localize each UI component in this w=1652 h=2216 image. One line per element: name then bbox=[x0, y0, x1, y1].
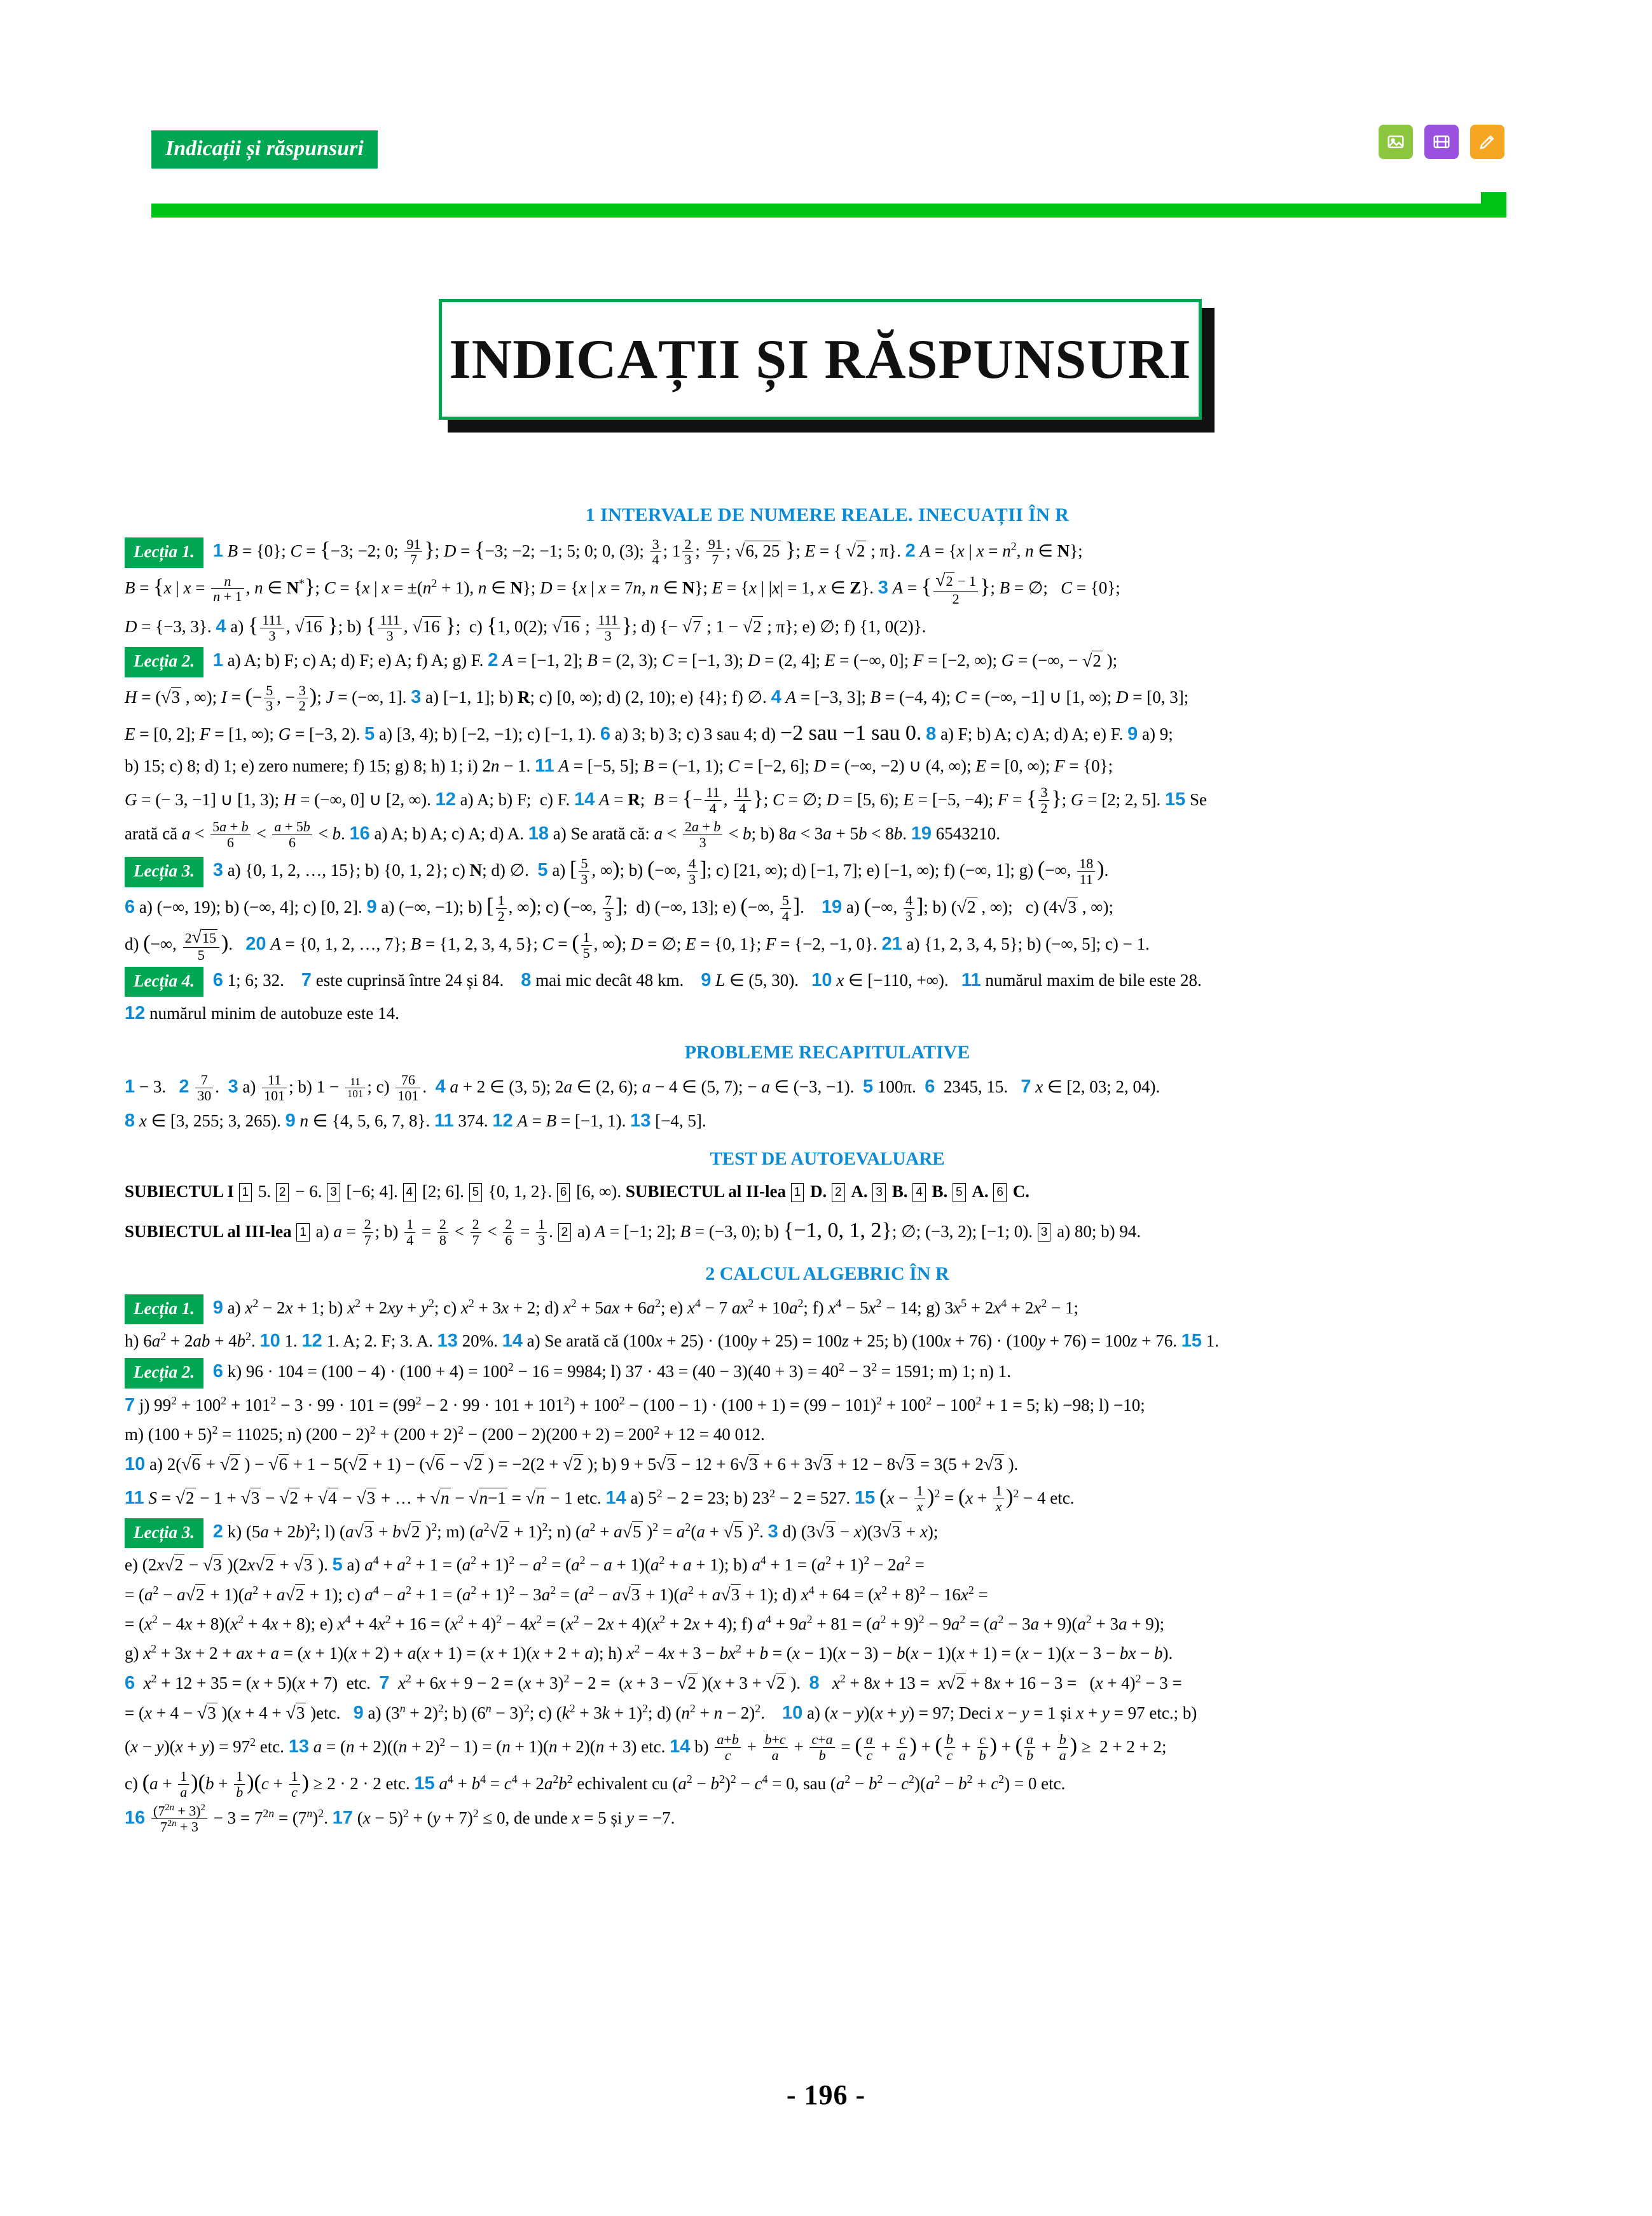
page-number: - 196 - bbox=[786, 2079, 866, 2110]
answer-line: 7 j) $99^2 + 100^2 + 101^2 - 3 \cdot 99 \cdot 101 = (99^2 - 2 \cdot 99 \cdot 101 + 101^2) + 100^2 - (100 - 1) \cdot (100 + 1) = (99 - 101)^2 + 100^2 - 100^2 + 1 = 5$; k) −98; l) −10; bbox=[125, 1394, 1145, 1415]
answer-line: $(x - y)(x + y) = 97^2$ etc. 13 $a = (n + 2)((n + 2)^2 - 1) = (n + 1)(n + 2)(n + 3)$ etc. 14 b) $\frac{a+b}{c}$ + $\frac{b+c}{a}$ + $\frac{c+a}{b}$ = ( $\frac{a}{c}$ + $\frac{c}{a}$ ) + ( $\frac{b}{c}$ + $\frac{c}{b}$ ) + ( $\frac{a}{b}$ + $\frac{b}{a}$ ) ≥ 2 + 2 + 2; bbox=[125, 1731, 1167, 1764]
answer-line: = (x + 4 − √3 )(x + 4 + √3 )etc. 9 a) $(3^n + 2)^2$; b) $(6^n - 3)^2$; c) $(k^2 + 3k + 1)^2$; d) $(n^2 + n - 2)^2$. 10 a) (x − y)(x + y) = 97; Deci x − y = 1 și x + y = 97 etc.; b) bbox=[125, 1702, 1197, 1724]
answer-line: D = {−3, 3}. 4 a) { $\frac{111}{3}$ , √16 }; b) { $\frac{111}{3}$ , √16 }; c) {1, 0(2); √16 ; $\frac{111}{3}$ }; d) {− √7 ; 1 − √2 ; π}; e) ∅; f) {1, 0(2)}. bbox=[125, 611, 926, 644]
section-1-number: 1 bbox=[585, 504, 596, 525]
section-2-heading bbox=[125, 1260, 1530, 1288]
page-title: INDICAȚII ȘI RĂSPUNSURI bbox=[449, 328, 1192, 391]
answer-line: m) $(100 + 5)^2 = 11025$; n) $(200 - 2)^2 + (200 + 2)^2 - (200 - 2)(200 + 2) = 200^2 + 12 = 40$ 012. bbox=[125, 1423, 765, 1444]
answer-line: H = (√3 , ∞); I = (− $\frac{5}{3}$ , − $\frac{3}{2}$ ); J = (−∞, 1]. 3 a) [−1, 1]; b) R; c) [0, ∞); d) (2, 10); e) {4}; f) ∅. 4 A = [−3, 3]; B = (−4, 4); C = (−∞, −1] ∪ [1, ∞); D = [0, 3]; bbox=[125, 682, 1189, 714]
answer-line: Lecția 3. 2 k) $(5a + 2b)^2$; l) (a√3 + b√2 )$^2$; m) $(a^2√2 + 1)^2$; n) ($a^2 + a√5$ )$^2 = a^2(a + √5$ )$^2$. 3 d) (3√3 − x)(3√3 + x); bbox=[125, 1518, 1530, 1549]
answer-line: Lecția 3. 3 a) {0, 1, 2, …, 15}; b) {0, 1, 2}; c) N; d) ∅. 5 a) [ $\frac{5}{3}$ , ∞); b) (−∞, $\frac{4}{3}$ ]; c) [21, ∞); d) [−1, 7]; e) [−1, ∞); f) (−∞, 1]; g) (−∞, $\frac{18}{11}$ ). bbox=[125, 854, 1530, 887]
answer-line: 6 $x^2 + 12 + 35 = (x + 5)(x + 7)$ etc. 7 $x^2 + 6x + 9 - 2 = (x + 3)^2 - 2 = (x + 3 - √2$ )(x + 3 + √2 ). 8 $x^2 + 8x + 13 = x√2 + 8x + 16 - 3 = (x + 4)^2 - 3$ = bbox=[125, 1672, 1182, 1693]
lesson-tag-1d: Lecția 4. bbox=[125, 967, 203, 997]
answer-line: Lecția 2. 1 a) A; b) F; c) A; d) F; e) A; f) A; g) F. 2 A = [−1, 2]; B = (2, 3); C = [−1, 3); D = (2, 4]; E = (−∞, 0]; F = [−2, ∞); G = (−∞, − √2 ); bbox=[125, 647, 1530, 677]
answers-content bbox=[125, 495, 1530, 1838]
answer-line: 11 S = √2 − 1 + √3 − √2 + √4 − √3 + … + √n − √n−1 = √n − 1 etc. 14 a) $5^2 - 2 = 23$; b) $23^2 - 2 = 527$. 15 (x − $\frac{1}{x}$ )$^2$ = (x + $\frac{1}{x}$ )$^2$ − 4 etc. bbox=[125, 1483, 1075, 1514]
header-icon-group bbox=[1379, 125, 1504, 159]
answer-line: SUBIECTUL I 1 5. 2 − 6. 3 [−6; 4]. 4 [2; 6]. 5 {0, 1, 2}. 6 [6, ∞). SUBIECTUL al II-lea 1 D. 2 A. 3 B. 4 B. 5 A. 6 C. bbox=[125, 1181, 1029, 1201]
answer-line: 6 a) (−∞, 19); b) (−∞, 4]; c) [0, 2]. 9 a) (−∞, −1); b) [ $\frac{1}{2}$ , ∞); c) (−∞, $\frac{7}{3}$ ]; d) (−∞, 13]; e) (−∞, $\frac{5}{4}$ ]. 19 a) (−∞, $\frac{4}{3}$ ]; b) (√2 , ∞); c) (4√3 , ∞); bbox=[125, 892, 1113, 924]
recap-heading: PROBLEME RECAPITULATIVE bbox=[684, 1042, 970, 1063]
subiect-2-label: SUBIECTUL al II-lea bbox=[625, 1181, 786, 1201]
subiect-3-label: SUBIECTUL al III-lea bbox=[125, 1221, 292, 1241]
section-1-heading bbox=[125, 501, 1530, 529]
subiect-1-label: SUBIECTUL I bbox=[125, 1181, 234, 1201]
answer-line: = $(a^2 - a√2 + 1)(a^2 + a√2 + 1)$; c) $a^4 - a^2 + 1 = (a^2 + 1)^2 - 3a^2 = (a^2 - a√3 + 1)(a^2 + a√3 + 1)$; d) $x^4 + 64 = (x^2 + 8)^2 - 16x^2$ = bbox=[125, 1584, 988, 1605]
title-box bbox=[439, 299, 1202, 420]
answer-line: E = [0, 2]; F = [1, ∞); G = [−3, 2). 5 a) [3, 4); b) [−2, −1); c) [−1, 1). 6 a) 3; b) 3; c) 3 sau 4; d) −2 sau −1 sau 0. 8 a) F; b) A; c) A; d) A; e) F. 9 a) 9; bbox=[125, 721, 1173, 745]
answer-line: B = {x | x = $\frac{n}{n + 1}$ , n ∈ N*}; C = {x | $x = \pm(n^2 + 1)$, n ∈ N}; D = {x | x = 7n, n ∈ N}; E = {x | |x| = 1, x ∈ Z}. 3 A = { $\frac{√2 - 1}{2}$ }; B = ∅; C = {0}; bbox=[125, 571, 1120, 607]
answer-line: d) (−∞, $\frac{2√15}{5}$ ). 20 A = {0, 1, 2, …, 7}; B = {1, 2, 3, 4, 5}; C = ( $\frac{1}{5}$ , ∞); D = ∅; E = {0, 1}; F = {−2, −1, 0}. 21 a) {1, 2, 3, 4, 5}; b) (−∞, 5]; c) − 1. bbox=[125, 927, 1150, 963]
answer-line: SUBIECTUL al III-lea 1 a) a = $\frac{2}{7}$ ; b) $\frac{1}{4}$ = $\frac{2}{8}$ < $\frac{2}{7}$ < $\frac{2}{6}$ = $\frac{1}{3}$ . 2 a) A = [−1; 2]; B = (−3, 0); b) {−1, 0, 1, 2}; ∅; (−3, 2); [−1; 0). 3 a) 80; b) 94. bbox=[125, 1216, 1141, 1248]
lesson-tag-2a: Lecția 1. bbox=[125, 1294, 203, 1325]
pencil-icon[interactable] bbox=[1470, 125, 1504, 159]
answer-line: Lecția 1. 1 B = {0}; C = {−3; −2; 0; $\frac{91}{7}$ }; D = {−3; −2; −1; 5; 0; 0, (3); $\frac{3}{4}$ ; 1 $\frac{2}{3}$ ; $\frac{91}{7}$ ; √6, 25 }; E = { √2 ; π}. 2 A = {x | $x = n^2$, n ∈ N}; bbox=[125, 534, 1530, 568]
header-chapter-tag: Indicații și răspunsuri bbox=[151, 130, 378, 169]
lesson-tag-1b: Lecția 2. bbox=[125, 647, 203, 677]
answer-line: Lecția 1. 9 a) $x^2 - 2x + 1$; b) $x^2 + 2xy + y^2$; c) $x^2 + 3x + 2$; d) $x^2 + 5ax + 6a^2$; e) $x^4 - 7$ $ax^2 + 10a^2$; f) $x^4 - 5x^2 - 14$; g) $3x^5 + 2x^4 + 2x^2 - 1$; bbox=[125, 1294, 1530, 1325]
lesson-tag-1c: Lecția 3. bbox=[125, 857, 203, 887]
video-icon[interactable] bbox=[1424, 125, 1459, 159]
answer-line: = $(x^2 - 4x + 8)(x^2 + 4x + 8)$; e) $x^4 + 4x^2 + 16 = (x^2 + 4)^2 - 4x^2 = (x^2 - 2x + 4)(x^2 + 2x + 4)$; f) $a^4 + 9a^2 + 81 = (a^2 + 9)^2 - 9a^2 = (a^2 - 3a + 9)(a^2 + 3a + 9)$; bbox=[125, 1613, 1165, 1634]
header-green-bar bbox=[151, 204, 1506, 218]
section-2-number: 2 bbox=[705, 1263, 715, 1284]
image-icon[interactable] bbox=[1379, 125, 1413, 159]
answer-line: e) (2x√2 − √3 )(2x√2 + √3 ). 5 a) $a^4 + a^2 + 1 = (a^2 + 1)^2 - a^2 = (a^2 - a + 1)(a^2 + a + 1)$; b) $a^4 + 1 = (a^2 + 1)^2 - 2a^2$ = bbox=[125, 1554, 925, 1575]
lesson-tag-2c: Lecția 3. bbox=[125, 1518, 203, 1549]
section-2-title: CALCUL ALGEBRIC ÎN R bbox=[719, 1263, 949, 1284]
answer-line: Lecția 2. 6 k) $96 \cdot 104 = (100 - 4) \cdot (100 + 4) = 100^2 - 16 = 9984$; l) $37 \cdot 43 = (40 - 3)(40 + 3) = 40^2 - 3^2 = 1591$; m) 1; n) 1. bbox=[125, 1358, 1530, 1388]
answer-line: c) (a + $\frac{1}{a}$ )(b + $\frac{1}{b}$ )(c + $\frac{1}{c}$ ) ≥ 2 · 2 · 2 etc. 15 $a^4 + b^4 = c^4 + 2a^2b^2$ echivalent cu $(a^2 - b^2)^2 - c^4 = 0$, sau $(a^2 - b^2 - c^2)(a^2 - b^2 + c^2) = 0$ etc. bbox=[125, 1768, 1066, 1801]
lesson-tag-1a: Lecția 1. bbox=[125, 537, 203, 568]
answer-line: g) $x^2 + 3x + 2$ + ax + a = (x + 1)(x + 2) + a(x + 1) = (x + 1)(x + 2 + a); h) $x^2 - 4x + 3 - bx^2 + b = (x - 1)(x - 3) - b(x - 1)(x + 1) = (x - 1)(x - 3$ − bx − b). bbox=[125, 1642, 1173, 1663]
answer-line: b) 15; c) 8; d) 1; e) zero numere; f) 15; g) 8; h) 1; i) 2n − 1. 11 A = [−5, 5]; B = (−1, 1); C = [−2, 6]; D = (−∞, −2) ∪ (4, ∞); E = [0, ∞); F = {0}; bbox=[125, 756, 1113, 777]
answer-line: 12 numărul minim de autobuze este 14. bbox=[125, 1003, 399, 1024]
answer-line: 8 x ∈ [3, 255; 3, 265). 9 n ∈ {4, 5, 6, 7, 8}. 11 374. 12 A = B = [−1, 1). 13 [−4, 5]. bbox=[125, 1110, 706, 1131]
page-title-block bbox=[439, 299, 1215, 433]
answer-line: arată că a < $\frac{5a + b}{6}$ < $\frac{a + 5b}{6}$ < b. 16 a) A; b) A; c) A; d) A. 18 a) Se arată că: a < $\frac{2a + b}{3}$ < b; b) 8a < 3a + 5b < 8b. 19 6543210. bbox=[125, 818, 1000, 850]
test-heading: TEST DE AUTOEVALUARE bbox=[710, 1149, 945, 1170]
section-1-title: INTERVALE DE NUMERE REALE. INECUAȚII ÎN R bbox=[600, 504, 1070, 525]
answer-line: h) $6a^2 + 2ab + 4b^2$. 10 1. 12 1. A; 2. F; 3. A. 13 20%. 14 a) Se arată că (100x + 25) · (100y + 25) = 100z + 25; b) (100x + 76) · (100y + 76) = 100z + 76. 15 1. bbox=[125, 1330, 1220, 1352]
lesson-tag-2b: Lecția 2. bbox=[125, 1358, 203, 1388]
answer-line: 1 − 3. 2 $\frac{7}{30}$ . 3 a) $\frac{11}{101}$ ; b) 1 − $\frac{11}{101}$ ; c) $\frac{76}{101}$ . 4 a + 2 ∈ (3, 5); 2a ∈ (2, 6); a − 4 ∈ (5, 7); − a ∈ (−3, −1). 5 100π. 6 2345, 15. 7 x ∈ [2, 03; 2, 04). bbox=[125, 1072, 1160, 1104]
answer-line: G = (− 3, −1] ∪ [1, 3); H = (−∞, 0] ∪ [2, ∞). 12 a) A; b) F; c) F. 14 A = R; B = {− $\frac{11}{4}$ , $\frac{11}{4}$ }; C = ∅; D = [5, 6); E = [−5, −4); F = { $\frac{3}{2}$ }; G = [2; 2, 5]. 15 Se bbox=[125, 784, 1208, 817]
page-header bbox=[0, 0, 1652, 210]
answer-line: 10 a) 2(√6 + √2 ) − √6 + 1 − 5(√2 + 1) − (√6 − √2 ) = −2(2 + √2 ); b) 9 + 5√3 − 12 + 6√3 + 6 + 3√3 + 12 − 8√3 = 3(5 + 2√3 ). bbox=[125, 1454, 1019, 1475]
answer-line: 16 $\frac{(7^{2n} + 3)^2}{7^{2n} + 3}$ − $3 = 7^{2n} = (7^n)^2$. 17 $(x - 5)^2 + (y + 7)^2 \le 0$, de unde x = 5 și y = −7. bbox=[125, 1802, 675, 1835]
answer-line: Lecția 4. 6 1; 6; 32. 7 este cuprinsă între 24 și 84. 8 mai mic decât 48 km. 9 L ∈ (5, 30). 10 x ∈ [−110, +∞). 11 numărul maxim de bile este 28. bbox=[125, 967, 1530, 997]
